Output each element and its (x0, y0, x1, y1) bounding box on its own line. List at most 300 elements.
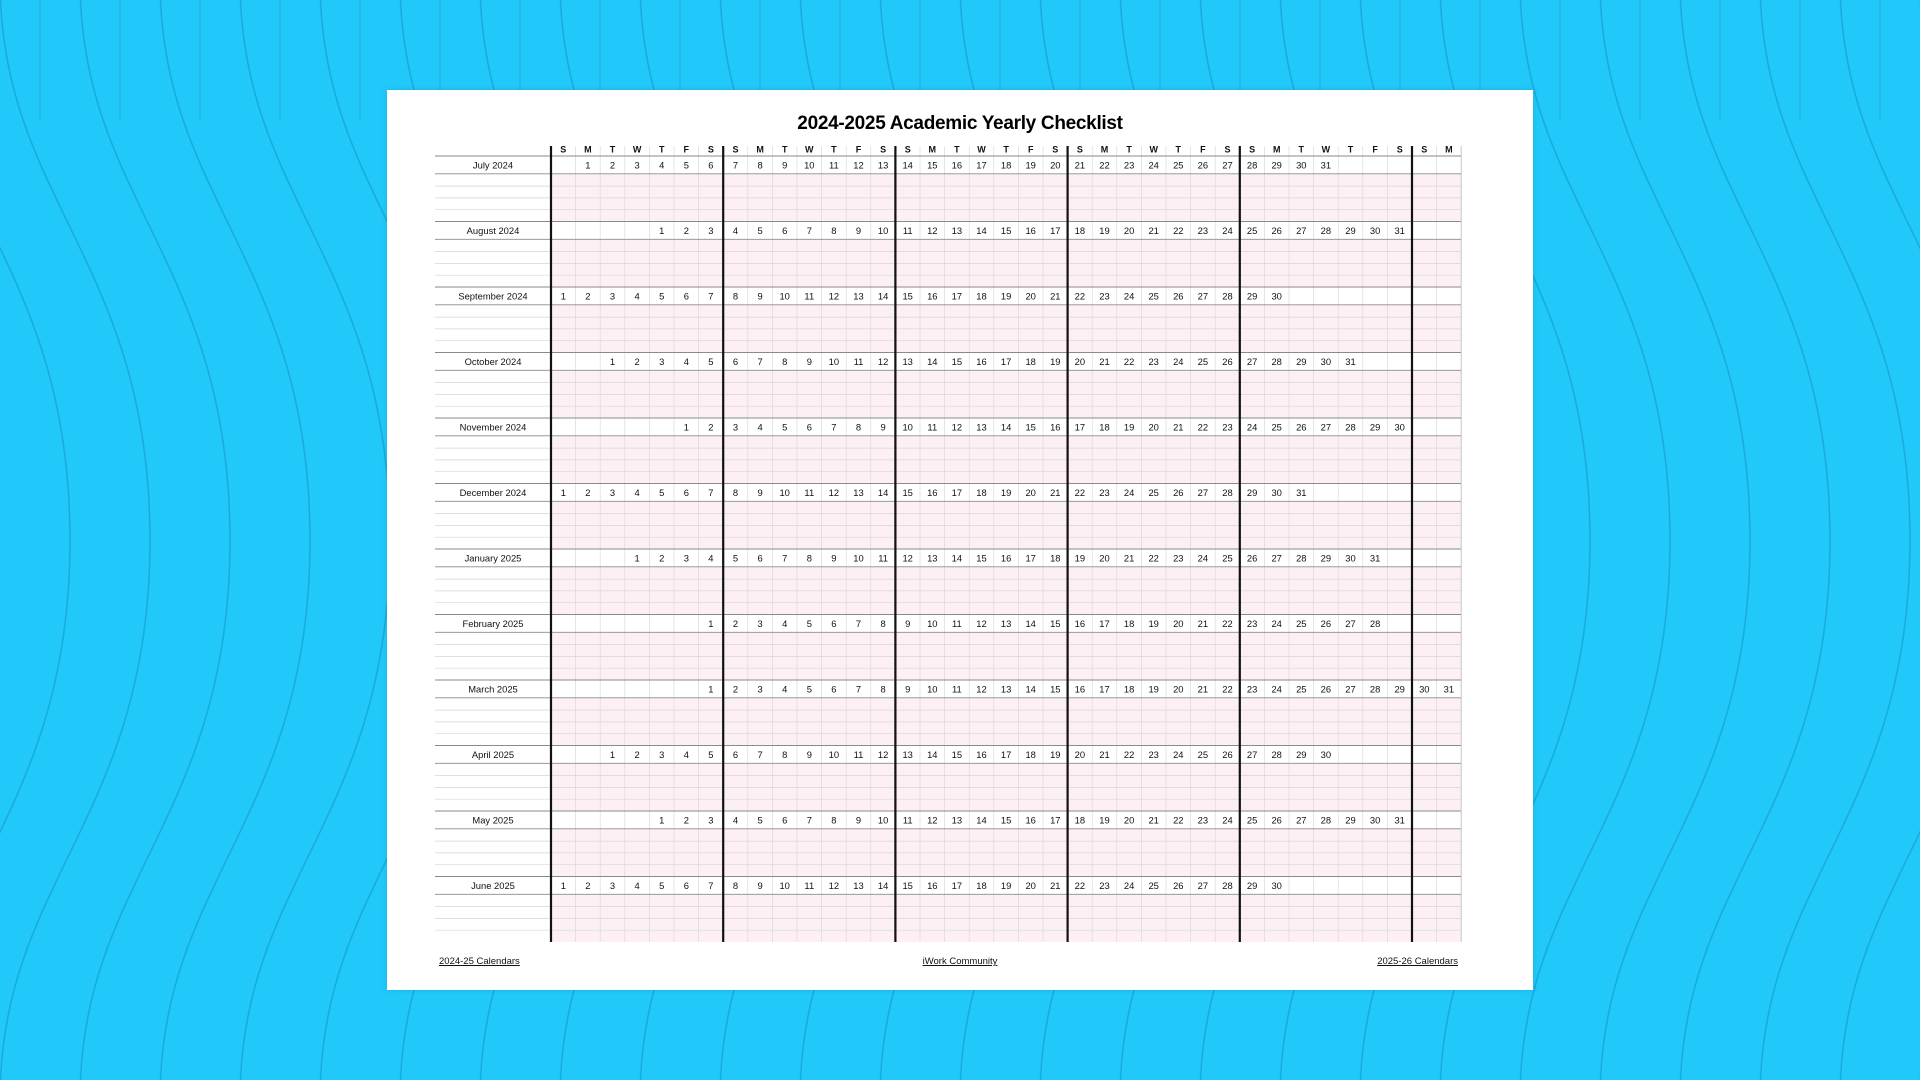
date-number: 22 (1173, 814, 1184, 826)
date-number: 8 (782, 749, 788, 760)
date-number: 23 (1148, 749, 1159, 760)
date-number: 28 (1222, 487, 1233, 498)
wave-line (0, 0, 150, 1080)
date-number: 8 (831, 814, 837, 826)
date-number: 5 (757, 814, 763, 826)
date-number: 14 (976, 225, 987, 236)
date-number: 21 (1050, 487, 1061, 498)
date-number: 26 (1246, 552, 1258, 564)
month-label: November 2024 (459, 421, 527, 433)
date-number: 17 (1050, 814, 1061, 826)
date-number: 20 (1050, 159, 1061, 171)
date-number: 9 (757, 487, 763, 498)
date-number: 25 (1222, 552, 1233, 564)
date-number: 4 (757, 421, 763, 433)
date-number: 19 (1074, 552, 1086, 564)
page-title: 2024-2025 Academic Yearly Checklist (797, 113, 1123, 134)
date-number: 22 (1123, 749, 1135, 760)
date-number: 18 (1025, 749, 1036, 760)
date-number: 12 (976, 618, 987, 629)
date-number: 25 (1148, 880, 1159, 891)
date-number: 25 (1173, 159, 1184, 171)
date-number: 25 (1197, 356, 1209, 367)
date-number: 19 (1000, 487, 1012, 498)
date-number: 28 (1320, 814, 1332, 826)
date-number: 15 (1025, 421, 1036, 433)
wave-line (0, 0, 70, 1080)
date-number: 28 (1296, 552, 1307, 564)
date-number: 2 (634, 356, 640, 367)
date-number: 14 (976, 814, 987, 826)
date-number: 19 (1000, 880, 1012, 891)
day-headers (560, 145, 1452, 155)
date-number: 20 (1123, 814, 1135, 826)
month-label: October 2024 (464, 356, 522, 367)
date-number: 18 (976, 290, 987, 302)
date-number: 31 (1394, 814, 1405, 826)
date-number: 9 (905, 618, 911, 629)
date-number: 12 (877, 356, 889, 367)
date-number: 23 (1148, 356, 1159, 367)
date-number: 10 (853, 552, 864, 564)
date-number: 20 (1148, 421, 1159, 433)
date-number: 5 (659, 880, 665, 891)
date-number: 26 (1173, 880, 1184, 891)
date-number: 3 (708, 225, 714, 236)
date-number: 16 (1050, 421, 1061, 433)
date-number: 28 (1222, 290, 1233, 302)
date-number: 21 (1074, 159, 1086, 171)
date-number: 3 (708, 814, 714, 826)
day-header: M (756, 144, 764, 155)
date-number: 26 (1222, 356, 1233, 367)
date-number: 21 (1050, 880, 1061, 891)
date-number: 7 (806, 225, 812, 236)
date-number: 13 (853, 880, 864, 891)
date-number: 27 (1345, 618, 1356, 629)
date-number: 19 (1148, 683, 1159, 695)
day-header: T (1298, 144, 1305, 155)
date-number: 11 (804, 880, 815, 891)
date-number: 6 (732, 749, 739, 760)
date-number: 24 (1271, 618, 1282, 629)
date-number: 28 (1369, 618, 1381, 629)
date-number: 2 (634, 749, 640, 760)
day-header: S (1396, 144, 1403, 155)
date-number: 24 (1148, 159, 1159, 171)
date-number: 9 (905, 683, 911, 695)
date-number: 20 (1123, 225, 1135, 236)
day-header: M (928, 144, 937, 155)
date-number: 8 (732, 487, 739, 498)
date-number: 14 (877, 290, 889, 302)
date-number: 27 (1197, 290, 1209, 302)
date-number: 27 (1246, 749, 1258, 760)
day-header: F (1027, 144, 1034, 155)
date-number: 30 (1394, 421, 1405, 433)
day-header: S (1249, 144, 1256, 155)
date-number: 14 (902, 159, 913, 171)
month-block (472, 749, 1331, 760)
date-number: 30 (1320, 356, 1332, 367)
date-number: 3 (732, 421, 739, 433)
date-number: 14 (1025, 683, 1036, 695)
date-number: 15 (1050, 618, 1061, 629)
date-number: 20 (1099, 552, 1110, 564)
date-number: 21 (1099, 749, 1110, 760)
date-number: 2 (683, 225, 689, 236)
date-number: 8 (732, 880, 739, 891)
date-number: 24 (1123, 487, 1135, 498)
date-number: 16 (927, 880, 938, 891)
date-number: 22 (1197, 421, 1209, 433)
date-number: 16 (976, 749, 987, 760)
date-number: 11 (853, 749, 864, 760)
day-header: W (805, 144, 814, 155)
date-number: 10 (828, 356, 840, 367)
day-header: W (977, 144, 986, 155)
date-number: 4 (634, 487, 640, 498)
date-number: 1 (708, 683, 714, 695)
wave-line (240, 0, 390, 1080)
date-number: 27 (1345, 683, 1356, 695)
date-number: 14 (951, 552, 963, 564)
date-number: 26 (1173, 290, 1184, 302)
calendars-2024-25-link[interactable]: 2024-25 Calendars (439, 956, 520, 967)
month-block (458, 291, 1282, 302)
date-number: 23 (1197, 225, 1209, 236)
month-label: September 2024 (458, 290, 528, 302)
day-header: T (658, 144, 665, 155)
date-number: 14 (927, 356, 938, 367)
date-number: 8 (855, 421, 862, 433)
date-number: 30 (1271, 487, 1282, 498)
date-number: 28 (1320, 225, 1332, 236)
date-number: 22 (1222, 618, 1233, 629)
month-block (472, 815, 1405, 826)
date-number: 4 (782, 683, 788, 695)
day-header: S (1076, 144, 1083, 155)
wave-line (160, 0, 310, 1080)
date-number: 23 (1246, 618, 1258, 629)
date-number: 17 (1000, 749, 1012, 760)
date-number: 3 (609, 487, 616, 498)
date-number: 2 (585, 487, 591, 498)
date-number: 28 (1271, 356, 1282, 367)
day-header: W (1321, 144, 1331, 155)
month-block (471, 880, 1282, 891)
date-number: 4 (732, 225, 739, 236)
date-number: 5 (732, 552, 739, 564)
date-number: 7 (757, 749, 763, 760)
date-number: 7 (708, 290, 714, 302)
date-number: 24 (1173, 356, 1184, 367)
date-number: 11 (878, 552, 888, 564)
date-number: 23 (1173, 552, 1184, 564)
date-number: 12 (828, 880, 840, 891)
date-number: 25 (1197, 749, 1209, 760)
day-header: T (609, 144, 616, 155)
date-number: 30 (1369, 225, 1381, 236)
date-number: 20 (1074, 356, 1086, 367)
date-number: 14 (877, 880, 889, 891)
date-number: 27 (1271, 552, 1282, 564)
date-number: 26 (1320, 683, 1332, 695)
date-number: 30 (1296, 159, 1307, 171)
date-number: 3 (683, 552, 689, 564)
date-number: 28 (1246, 159, 1258, 171)
wave-line (80, 0, 230, 1080)
date-number: 28 (1345, 421, 1356, 433)
date-number: 5 (806, 618, 812, 629)
date-number: 24 (1246, 421, 1258, 433)
date-number: 24 (1197, 552, 1209, 564)
date-number: 25 (1246, 814, 1258, 826)
date-number: 7 (732, 159, 739, 171)
date-number: 1 (560, 880, 566, 891)
date-number: 10 (779, 290, 790, 302)
date-number: 29 (1394, 683, 1405, 695)
date-number: 15 (951, 356, 963, 367)
date-number: 30 (1320, 749, 1332, 760)
date-number: 7 (855, 618, 862, 629)
date-number: 13 (853, 290, 864, 302)
date-number: 26 (1271, 814, 1282, 826)
date-number: 16 (1074, 618, 1086, 629)
date-number: 17 (1000, 356, 1012, 367)
date-number: 30 (1369, 814, 1381, 826)
date-number: 22 (1222, 683, 1233, 695)
date-number: 15 (1000, 225, 1012, 236)
day-header: S (560, 144, 567, 155)
date-number: 23 (1197, 814, 1209, 826)
date-number: 14 (1025, 618, 1036, 629)
month-label: April 2025 (471, 749, 515, 760)
day-header: S (1421, 144, 1428, 155)
day-header: T (1347, 144, 1354, 155)
date-number: 27 (1296, 814, 1307, 826)
date-number: 12 (877, 749, 889, 760)
date-number: 23 (1246, 683, 1258, 695)
date-number: 21 (1197, 618, 1209, 629)
date-number: 5 (708, 749, 714, 760)
date-number: 22 (1173, 225, 1184, 236)
date-number: 9 (757, 880, 763, 891)
date-number: 9 (782, 159, 788, 171)
month-label: July 2024 (472, 159, 514, 171)
date-number: 15 (951, 749, 963, 760)
date-number: 9 (880, 421, 886, 433)
date-number: 6 (757, 552, 763, 564)
date-number: 13 (853, 487, 864, 498)
date-number: 29 (1345, 225, 1356, 236)
date-number: 25 (1296, 618, 1307, 629)
month-block (468, 684, 1454, 695)
date-number: 21 (1050, 290, 1061, 302)
date-number: 22 (1074, 487, 1086, 498)
month-block (465, 356, 1356, 367)
date-number: 18 (1074, 225, 1086, 236)
date-number: 21 (1123, 552, 1135, 564)
date-number: 27 (1320, 421, 1332, 433)
date-number: 19 (1123, 421, 1135, 433)
day-header: S (1052, 144, 1059, 155)
date-number: 16 (927, 487, 938, 498)
date-number: 7 (708, 880, 714, 891)
date-number: 16 (1025, 814, 1036, 826)
date-number: 9 (757, 290, 763, 302)
date-number: 10 (927, 683, 938, 695)
date-number: 13 (976, 421, 987, 433)
date-number: 7 (757, 356, 763, 367)
date-number: 23 (1222, 421, 1233, 433)
date-number: 6 (683, 487, 689, 498)
date-number: 6 (831, 683, 837, 695)
date-number: 31 (1320, 159, 1332, 171)
date-number: 11 (902, 225, 913, 236)
day-header: F (1372, 144, 1378, 155)
date-number: 13 (902, 749, 913, 760)
date-number: 2 (732, 683, 739, 695)
date-number: 17 (1099, 618, 1110, 629)
month-label: March 2025 (468, 683, 518, 695)
date-number: 19 (1099, 225, 1110, 236)
date-number: 20 (1025, 880, 1036, 891)
date-number: 1 (560, 290, 566, 302)
date-number: 21 (1148, 225, 1159, 236)
date-number: 19 (1099, 814, 1110, 826)
date-number: 22 (1148, 552, 1159, 564)
calendar-grid (387, 90, 1533, 950)
date-number: 22 (1123, 356, 1135, 367)
date-number: 6 (732, 356, 739, 367)
day-header: W (632, 144, 642, 155)
date-number: 30 (1419, 683, 1430, 695)
day-header: S (707, 144, 714, 155)
date-number: 27 (1222, 159, 1233, 171)
month-label: December 2024 (459, 487, 527, 498)
date-number: 1 (585, 159, 591, 171)
date-number: 9 (806, 356, 812, 367)
date-number: 1 (683, 421, 689, 433)
date-number: 30 (1271, 290, 1282, 302)
date-number: 10 (779, 487, 790, 498)
date-number: 21 (1173, 421, 1184, 433)
date-number: 21 (1197, 683, 1209, 695)
month-block (460, 422, 1405, 433)
date-number: 13 (1000, 618, 1012, 629)
date-number: 11 (927, 421, 938, 433)
calendars-2025-26-link[interactable]: 2025-26 Calendars (1377, 956, 1458, 967)
date-number: 11 (829, 159, 839, 171)
date-number: 29 (1246, 290, 1258, 302)
iwork-community-link[interactable]: iWork Community (922, 956, 998, 967)
date-number: 10 (877, 225, 889, 236)
date-number: 29 (1246, 880, 1258, 891)
date-number: 10 (902, 421, 913, 433)
date-number: 18 (976, 880, 987, 891)
date-number: 23 (1099, 487, 1110, 498)
date-number: 31 (1296, 487, 1307, 498)
day-header: M (1445, 144, 1453, 155)
date-number: 5 (659, 487, 665, 498)
date-number: 8 (880, 618, 886, 629)
date-number: 18 (1123, 683, 1135, 695)
day-header: M (1272, 144, 1281, 155)
date-number: 13 (902, 356, 913, 367)
date-number: 12 (902, 552, 913, 564)
month-label: January 2025 (464, 552, 522, 564)
date-number: 17 (1050, 225, 1061, 236)
day-header: S (904, 144, 911, 155)
date-number: 26 (1271, 225, 1282, 236)
date-number: 15 (976, 552, 987, 564)
date-number: 30 (1345, 552, 1356, 564)
date-number: 27 (1197, 487, 1209, 498)
date-number: 12 (927, 814, 938, 826)
date-number: 19 (1050, 356, 1061, 367)
date-number: 9 (855, 225, 862, 236)
date-number: 6 (782, 225, 788, 236)
date-number: 7 (782, 552, 788, 564)
wave-line (1760, 0, 1910, 1080)
date-number: 6 (806, 421, 812, 433)
date-number: 9 (806, 749, 812, 760)
date-number: 31 (1394, 225, 1405, 236)
date-number: 5 (708, 356, 714, 367)
wave-line (1840, 0, 1920, 1080)
month-label: February 2025 (462, 618, 524, 629)
day-header: F (683, 144, 690, 155)
date-number: 24 (1173, 749, 1184, 760)
date-number: 24 (1222, 225, 1233, 236)
date-number: 24 (1222, 814, 1233, 826)
wave-line (1520, 0, 1670, 1080)
date-number: 20 (1074, 749, 1086, 760)
day-header: T (1175, 144, 1182, 155)
day-header: M (1100, 144, 1109, 155)
date-number: 13 (877, 159, 889, 171)
date-number: 5 (806, 683, 812, 695)
date-number: 31 (1345, 356, 1356, 367)
day-header: T (781, 144, 788, 155)
date-number: 10 (927, 618, 938, 629)
date-number: 26 (1296, 421, 1307, 433)
date-number: 13 (951, 225, 963, 236)
date-number: 29 (1320, 552, 1332, 564)
date-number: 17 (951, 290, 963, 302)
date-number: 18 (1000, 159, 1012, 171)
date-number: 3 (609, 880, 616, 891)
date-number: 27 (1246, 356, 1258, 367)
date-number: 22 (1074, 880, 1086, 891)
day-header: T (1003, 144, 1009, 155)
date-number: 31 (1369, 552, 1381, 564)
date-number: 16 (1000, 552, 1012, 564)
date-number: 26 (1197, 159, 1209, 171)
day-header: T (1126, 144, 1132, 155)
date-number: 4 (683, 356, 689, 367)
date-number: 18 (1074, 814, 1086, 826)
date-number: 15 (902, 487, 913, 498)
date-number: 3 (609, 290, 616, 302)
date-number: 20 (1173, 618, 1184, 629)
date-number: 11 (952, 618, 962, 629)
date-number: 2 (609, 159, 616, 171)
date-number: 16 (1025, 225, 1036, 236)
date-number: 6 (708, 159, 714, 171)
date-number: 27 (1296, 225, 1307, 236)
